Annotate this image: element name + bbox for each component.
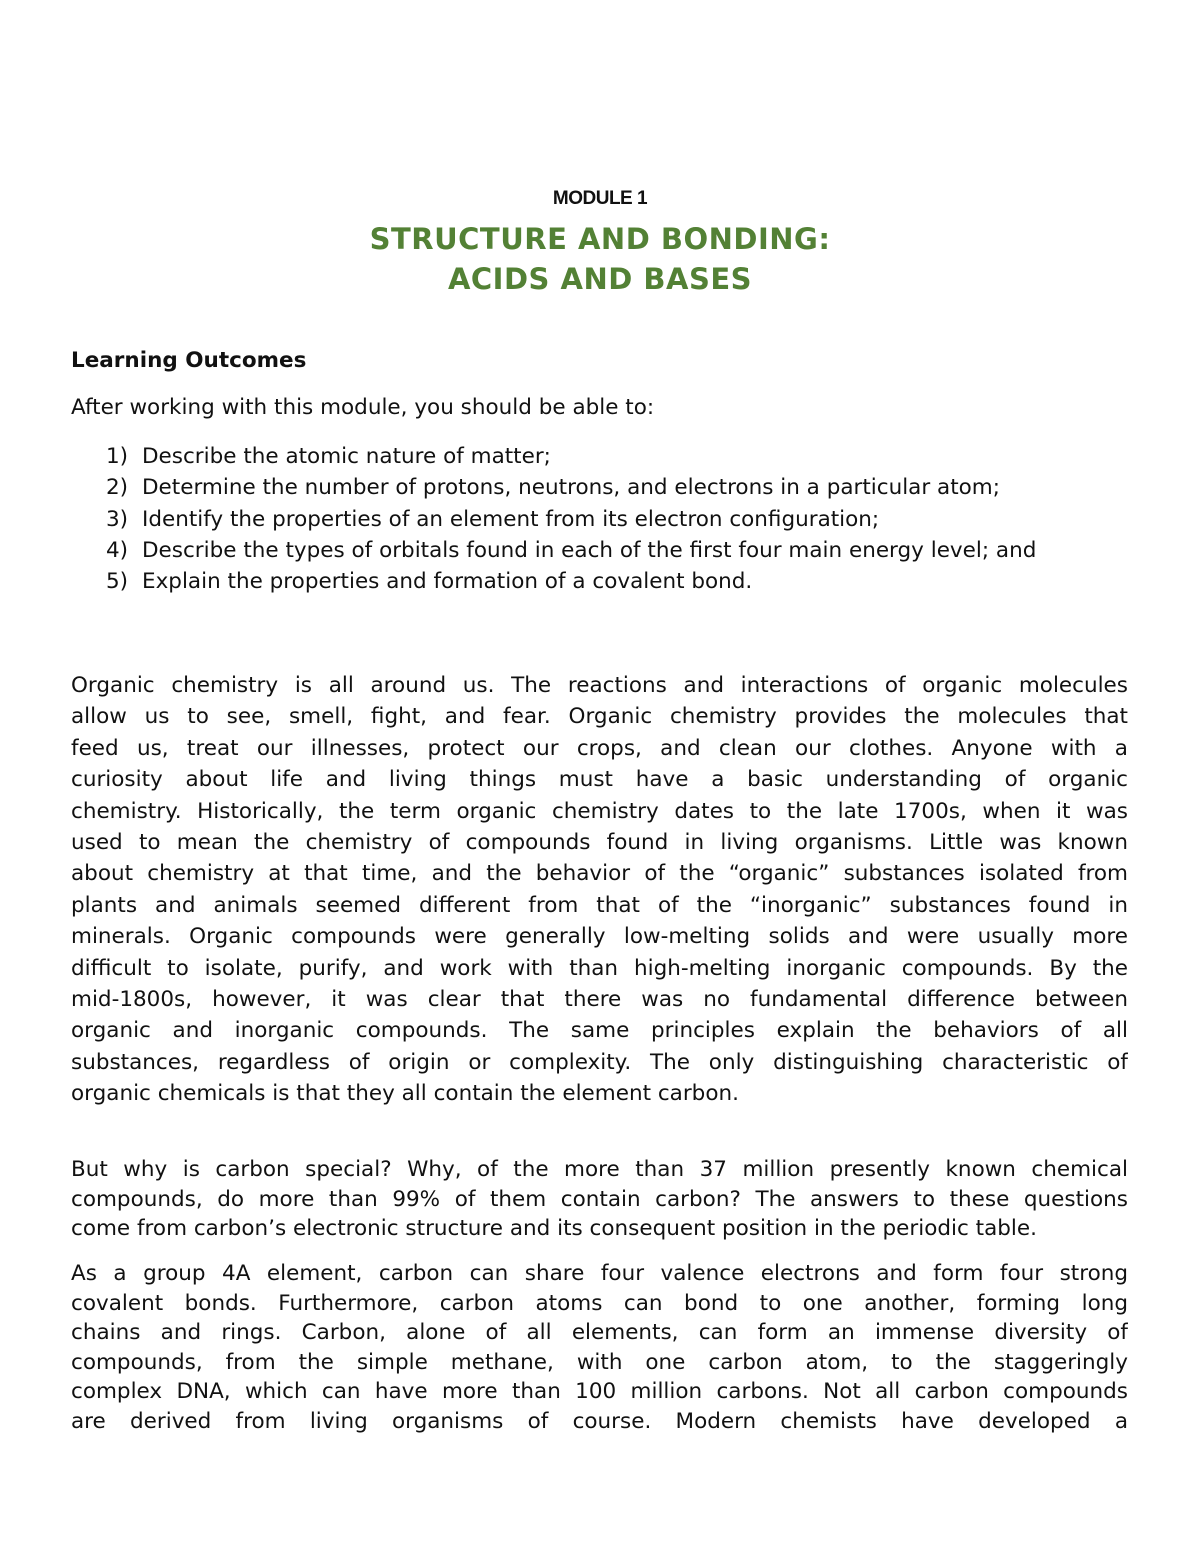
paragraph-line: allow us to see, smell, fight, and fear. Organic chemistry provides the molecules that [71,704,1128,730]
paragraph-line: organic chemicals is that they all contain the element carbon. [71,1081,739,1107]
list-number: 5) [106,569,129,595]
paragraph-line: come from carbon’s electronic structure and its consequent position in the periodic table. [71,1216,1037,1242]
paragraph-line: complex DNA, which can have more than 100 million carbons. Not all carbon compounds [71,1379,1128,1405]
paragraph-line: chemistry. Historically, the term organic chemistry dates to the late 1700s, when it was [71,798,1128,824]
list-number: 3) [106,506,129,532]
learning-outcomes-intro: After working with this module, you should be able to: [71,395,655,420]
paragraph-line: As a group 4A element, carbon can share four valence electrons and form four strong [71,1261,1128,1286]
paragraph-line: are derived from living organisms of course. Modern chemists have developed a [71,1408,1128,1434]
paragraph-organic-chemistry [71,670,1128,1109]
title-line-1: STRUCTURE AND BONDING: [369,222,831,256]
paragraph-line: But why is carbon special? Why, of the more than 37 million presently known chemical [71,1157,1128,1182]
paragraph-line: Organic chemistry is all around us. The reactions and interactions of organic molecules [71,673,1128,698]
learning-outcomes-list [71,441,1036,597]
paragraph-line: about chemistry at that time, and the behavior of the “organic” substances isolated from [71,861,1128,887]
paragraph-line: used to mean the chemistry of compounds found in living organisms. Little was known [71,829,1128,855]
paragraph-line: organic and inorganic compounds. The same principles explain the behaviors of all [71,1018,1128,1044]
paragraph-line: feed us, treat our illnesses, protect our crops, and clean our clothes. Anyone with a [71,735,1128,761]
title-line-2: ACIDS AND BASES [447,262,753,296]
list-item [71,535,1036,566]
list-item [71,504,1036,535]
list-item [71,472,1036,503]
paragraph-line: plants and animals seemed different from that of the “inorganic” substances found in [71,892,1128,918]
list-text: Determine the number of protons, neutrons, and electrons in a particular atom; [142,475,1000,501]
paragraph-line: compounds, from the simple methane, with one carbon atom, to the staggeringly [71,1349,1128,1375]
paragraph-line: compounds, do more than 99% of them contain carbon? The answers to these questions [71,1186,1128,1212]
list-number: 1) [106,444,129,469]
paragraph-line: covalent bonds. Furthermore, carbon atoms can bond to one another, forming long [71,1290,1128,1316]
module-label: MODULE 1 [552,188,648,209]
paragraph-line: curiosity about life and living things must have a basic understanding of organic [71,767,1128,793]
paragraph-line: chains and rings. Carbon, alone of all elements, can form an immense diversity of [71,1320,1128,1346]
list-item [71,441,1036,472]
list-text: Identify the properties of an element from its electron configuration; [142,506,880,532]
list-text: Describe the atomic nature of matter; [142,444,551,469]
paragraph-line: difficult to isolate, purify, and work with than high-melting inorganic compounds. By the [71,955,1128,981]
paragraph-line: minerals. Organic compounds were generally low-melting solids and were usually more [71,924,1128,950]
list-number: 4) [106,537,129,563]
list-text: Explain the properties and formation of a covalent bond. [142,569,753,595]
list-number: 2) [106,475,129,501]
list-text: Describe the types of orbitals found in each of the first four main energy level; and [142,537,1037,563]
list-item [71,566,1036,597]
paragraph-group-4a [71,1259,1128,1437]
paragraph-line: mid-1800s, however, it was clear that there was no fundamental difference between [71,986,1128,1012]
learning-outcomes-heading: Learning Outcomes [71,348,307,373]
paragraph-line: substances, regardless of origin or complexity. The only distinguishing characteristic of [71,1049,1128,1075]
paragraph-why-carbon [71,1155,1128,1244]
